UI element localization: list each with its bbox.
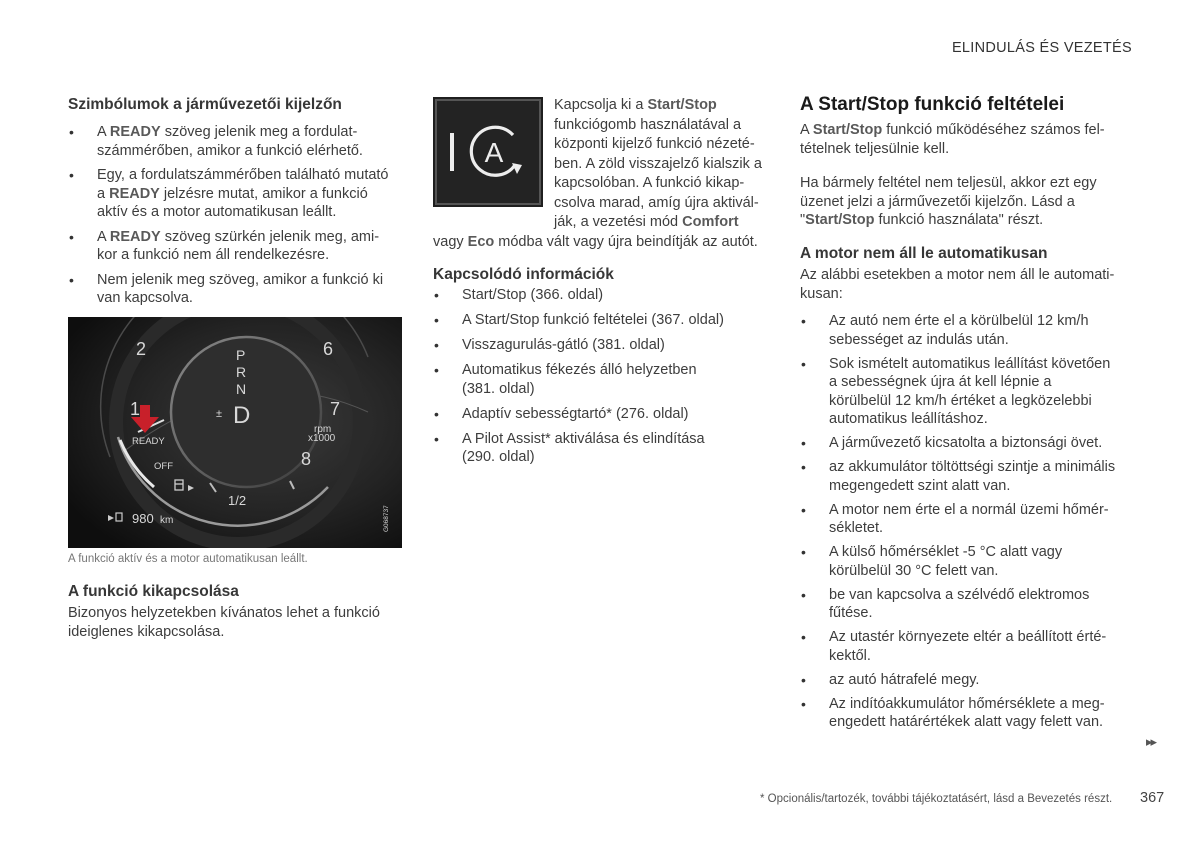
ready-label: READY bbox=[132, 436, 165, 447]
related-link[interactable]: • Start/Stop (366. oldal) bbox=[433, 286, 773, 305]
related-link[interactable]: • Adaptív sebességtartó* (276. oldal) bbox=[433, 405, 773, 424]
text-line: funkciógomb használatával a bbox=[554, 116, 742, 133]
engine-not-stopping-heading: A motor nem áll le automatikusan bbox=[800, 245, 1048, 262]
condition-item: • Sok ismételt automatikus leállítást követően a sebességnek újra át kell lépnie a körülbelül 12 km/h értéket a legközelebbi automatikus leállításhoz. bbox=[800, 355, 1140, 429]
related-info-heading: Kapcsolódó információk bbox=[433, 266, 614, 283]
svg-text:A: A bbox=[484, 137, 504, 168]
text-line: kapcsolóban. A funkció kikap- bbox=[554, 175, 745, 191]
engine-not-stopping-intro: Az alábbi esetekben a motor nem áll le automati- kusan: bbox=[800, 267, 1115, 302]
image-code: G068737 bbox=[383, 505, 390, 532]
section-header: ELINDULÁS ÉS VEZETÉS bbox=[951, 40, 1132, 56]
text-line: központi kijelző funkció nézeté- bbox=[554, 136, 755, 152]
start-stop-button-image bbox=[433, 97, 543, 207]
list-item: • A READY szöveg jelenik meg a fordulat- számmérőben, amikor a funkció elérhető. bbox=[68, 123, 408, 160]
rpm-unit: rpm bbox=[314, 424, 332, 435]
image-caption: A funkció aktív és a motor automatikusan leállt. bbox=[68, 553, 308, 565]
list-item: • A READY szöveg szürkén jelenik meg, ami- kor a funkció nem áll rendelkezésre. bbox=[68, 228, 408, 265]
gear-letter: P bbox=[236, 347, 246, 363]
intro-paragraph bbox=[800, 121, 1140, 158]
condition-item: • Az autó nem érte el a körülbelül 12 km/h sebességet az indulás után. bbox=[800, 312, 1140, 349]
page-title: A Start/Stop funkció feltételei bbox=[800, 94, 1065, 115]
instrument-cluster-image bbox=[68, 317, 402, 548]
page-number: 367 bbox=[1140, 790, 1165, 806]
symbols-heading: Szimbólumok a járművezetői kijelzőn bbox=[68, 96, 342, 113]
turn-off-instructions bbox=[554, 96, 769, 233]
footer-note: * Opcionális/tartozék, további tájékoztatásért, lásd a Bevezetés részt. bbox=[760, 793, 1113, 805]
rpm-tick-label: 7 bbox=[330, 399, 341, 419]
condition-item: • A járművezető kicsatolta a biztonsági övet. bbox=[800, 434, 1140, 453]
manual-shift-label: ± bbox=[216, 408, 223, 420]
range-unit: km bbox=[160, 515, 174, 526]
turn-off-instructions-last-line bbox=[433, 233, 773, 252]
related-link[interactable]: • Visszagurulás-gátló (381. oldal) bbox=[433, 336, 773, 355]
gear-letter: R bbox=[236, 364, 247, 380]
condition-item: • Az indítóakkumulátor hőmérséklete a meg- engedett határértékek alatt vagy felett van. bbox=[800, 695, 1140, 732]
condition-item: • be van kapcsolva a szélvédő elektromos fűtése. bbox=[800, 586, 1140, 623]
turn-off-paragraph: Bizonyos helyzetekben kívánatos lehet a funkció ideiglenes kikapcsolása. bbox=[68, 605, 380, 640]
related-link[interactable]: • Automatikus fékezés álló helyzetben (381. oldal) bbox=[433, 361, 773, 398]
off-label: OFF bbox=[154, 461, 173, 472]
rpm-tick-label: 2 bbox=[136, 339, 147, 359]
rpm-tick-label: 6 bbox=[323, 339, 334, 359]
condition-item: • az autó hátrafelé megy. bbox=[800, 671, 1140, 690]
list-item: • Egy, a fordulatszámmérőben található mutató a READY jelzésre mutat, amikor a funkció aktív és a motor automatikusan leállt. bbox=[68, 166, 408, 222]
rpm-multiplier: x1000 bbox=[308, 433, 336, 444]
fuel-half-label: 1/2 bbox=[228, 493, 247, 508]
conditions-list bbox=[800, 312, 1140, 737]
condition-item: • A külső hőmérséklet -5 °C alatt vagy körülbelül 30 °C felett van. bbox=[800, 543, 1140, 580]
condition-item: • Az utastér környezete eltér a beállított érté- kektől. bbox=[800, 628, 1140, 665]
gear-letter: N bbox=[236, 381, 247, 397]
info-paragraph bbox=[800, 174, 1140, 230]
text-line: Kapcsolja ki a Start/Stop bbox=[554, 97, 717, 113]
continue-arrow-icon: ▸▸ bbox=[1146, 734, 1156, 749]
range-value: 980 bbox=[132, 511, 154, 526]
text-line: vagy Eco módba vált vagy újra beindítják az autót. bbox=[433, 234, 758, 250]
related-link[interactable]: • A Pilot Assist* aktiválása és elindítása (290. oldal) bbox=[433, 430, 773, 467]
condition-item: • az akkumulátor töltöttségi szintje a minimális megengedett szint alatt van. bbox=[800, 458, 1140, 495]
intro-text: A Start/Stop funkció működéséhez számos fel- tételnek teljesülnie kell. bbox=[800, 122, 1105, 157]
green-indicator-bar bbox=[450, 133, 454, 171]
related-info-list bbox=[433, 286, 773, 473]
text-line: ben. A zöld visszajelző kialszik a bbox=[554, 155, 762, 172]
condition-item: • A motor nem érte el a normál üzemi hőmér- sékletet. bbox=[800, 501, 1140, 538]
turn-off-heading: A funkció kikapcsolása bbox=[68, 583, 239, 600]
rpm-tick-label: 8 bbox=[301, 449, 312, 469]
text-line: csolva marad, amíg újra aktivál- bbox=[554, 194, 759, 211]
list-item: • Nem jelenik meg szöveg, amikor a funkció ki van kapcsolva. bbox=[68, 271, 408, 308]
rpm-tick-label: 1 bbox=[130, 399, 141, 419]
related-link[interactable]: • A Start/Stop funkció feltételei (367. oldal) bbox=[433, 311, 773, 330]
text-line: ják, a vezetési mód Comfort bbox=[554, 214, 739, 230]
symbols-list bbox=[68, 123, 408, 314]
info-text: Ha bármely feltétel nem teljesül, akkor ezt egy üzenet jelzi a járművezetői kijelzőn. Lásd a "Start/Stop funkció használata" részt. bbox=[800, 175, 1097, 228]
instrument-cluster-graphic bbox=[68, 317, 402, 548]
current-gear: D bbox=[233, 402, 251, 429]
